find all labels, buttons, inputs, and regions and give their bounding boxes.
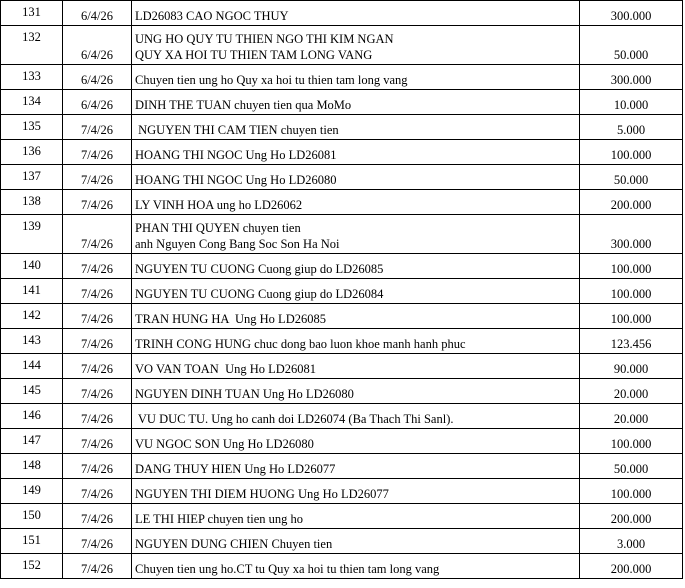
row-description [132,65,580,90]
row-date: 7/4/26 [63,140,132,165]
row-date: 7/4/26 [63,554,132,579]
row-description [132,354,580,379]
row-number: 145 [1,379,63,404]
table-row [1,279,683,304]
description-line: NGUYEN DUNG CHIEN Chuyen tien [135,537,333,551]
row-description [132,379,580,404]
table-row [1,140,683,165]
description-line: LY VINH HOA ung ho LD26062 [135,198,303,212]
row-date: 7/4/26 [63,329,132,354]
row-date: 6/4/26 [63,1,132,26]
description-line: LD26083 CAO NGOC THUY [135,9,289,23]
row-amount: 123.456 [580,329,683,354]
row-amount: 200.000 [580,190,683,215]
row-amount: 100.000 [580,279,683,304]
row-number: 137 [1,165,63,190]
description-line: NGUYEN TU CUONG Cuong giup do LD26085 [135,262,384,276]
row-amount: 200.000 [580,554,683,579]
row-description [132,404,580,429]
table-row [1,1,683,26]
row-description [132,329,580,354]
table-row [1,454,683,479]
description-line: VO VAN TOAN Ung Ho LD26081 [135,362,317,376]
row-amount: 50.000 [580,454,683,479]
row-description [132,215,580,254]
row-description [132,304,580,329]
table-row [1,554,683,579]
row-description [132,504,580,529]
row-date: 7/4/26 [63,115,132,140]
row-amount: 90.000 [580,354,683,379]
row-number: 133 [1,65,63,90]
row-number: 148 [1,454,63,479]
row-number: 140 [1,254,63,279]
row-number: 138 [1,190,63,215]
table-row [1,26,683,65]
row-number: 147 [1,429,63,454]
table-row [1,504,683,529]
description-line: DINH THE TUAN chuyen tien qua MoMo [135,98,352,112]
row-amount: 100.000 [580,479,683,504]
row-date: 7/4/26 [63,479,132,504]
row-amount: 5.000 [580,115,683,140]
row-amount: 100.000 [580,429,683,454]
row-description [132,279,580,304]
row-number: 143 [1,329,63,354]
row-amount: 20.000 [580,379,683,404]
table-row [1,190,683,215]
row-amount: 3.000 [580,529,683,554]
table-row [1,165,683,190]
row-amount: 200.000 [580,504,683,529]
row-description [132,1,580,26]
row-number: 136 [1,140,63,165]
row-amount: 20.000 [580,404,683,429]
table-row [1,215,683,254]
row-number: 132 [1,26,63,65]
row-amount: 100.000 [580,304,683,329]
description-line: Chuyen tien ung ho Quy xa hoi tu thien tam long vang [135,73,408,87]
row-amount: 300.000 [580,65,683,90]
row-number: 135 [1,115,63,140]
row-date: 7/4/26 [63,190,132,215]
description-line: NGUYEN THI DIEM HUONG Ung Ho LD26077 [135,487,389,501]
table-row [1,479,683,504]
description-line: NGUYEN THI CAM TIEN chuyen tien [135,123,339,137]
description-line: anh Nguyen Cong Bang Soc Son Ha Noi [135,237,340,251]
row-number: 152 [1,554,63,579]
row-date: 7/4/26 [63,354,132,379]
row-date: 7/4/26 [63,379,132,404]
table-row [1,90,683,115]
row-description [132,115,580,140]
description-line: VU DUC TU. Ung ho canh doi LD26074 (Ba Thach Thi Sanl). [135,412,454,426]
row-number: 146 [1,404,63,429]
description-line: NGUYEN TU CUONG Cuong giup do LD26084 [135,287,384,301]
description-line: HOANG THI NGOC Ung Ho LD26080 [135,173,337,187]
row-description [132,165,580,190]
row-number: 139 [1,215,63,254]
table-row [1,65,683,90]
row-number: 131 [1,1,63,26]
table-row [1,404,683,429]
row-date: 7/4/26 [63,304,132,329]
row-number: 142 [1,304,63,329]
row-amount: 50.000 [580,26,683,65]
row-number: 141 [1,279,63,304]
table-row [1,529,683,554]
row-date: 7/4/26 [63,529,132,554]
table-row [1,379,683,404]
table-row [1,329,683,354]
table-row [1,354,683,379]
row-description [132,454,580,479]
row-date: 7/4/26 [63,215,132,254]
row-description [132,190,580,215]
row-amount: 50.000 [580,165,683,190]
row-date: 6/4/26 [63,65,132,90]
donation-table-body [1,1,683,579]
table-row [1,254,683,279]
description-line: DANG THUY HIEN Ung Ho LD26077 [135,462,336,476]
description-line: NGUYEN DINH TUAN Ung Ho LD26080 [135,387,354,401]
row-date: 7/4/26 [63,279,132,304]
row-description [132,140,580,165]
description-line: VU NGOC SON Ung Ho LD26080 [135,437,314,451]
description-line: PHAN THI QUYEN chuyen tien [135,221,301,235]
row-description [132,429,580,454]
row-number: 144 [1,354,63,379]
row-number: 150 [1,504,63,529]
row-date: 7/4/26 [63,254,132,279]
row-amount: 300.000 [580,215,683,254]
description-line: TRINH CONG HUNG chuc dong bao luon khoe manh hanh phuc [135,337,466,351]
row-date: 7/4/26 [63,165,132,190]
row-date: 6/4/26 [63,90,132,115]
description-line: UNG HO QUY TU THIEN NGO THI KIM NGAN [135,32,394,46]
description-line: LE THI HIEP chuyen tien ung ho [135,512,304,526]
description-line: HOANG THI NGOC Ung Ho LD26081 [135,148,337,162]
row-description [132,554,580,579]
table-row [1,304,683,329]
row-description [132,90,580,115]
row-amount: 300.000 [580,1,683,26]
row-number: 151 [1,529,63,554]
description-line: QUY XA HOI TU THIEN TAM LONG VANG [135,48,373,62]
row-description [132,26,580,65]
table-row [1,115,683,140]
row-date: 7/4/26 [63,429,132,454]
description-line: Chuyen tien ung ho.CT tu Quy xa hoi tu thien tam long vang [135,562,440,576]
row-date: 7/4/26 [63,504,132,529]
table-row [1,429,683,454]
row-amount: 100.000 [580,140,683,165]
row-date: 7/4/26 [63,404,132,429]
row-number: 134 [1,90,63,115]
row-amount: 10.000 [580,90,683,115]
row-amount: 100.000 [580,254,683,279]
description-line: TRAN HUNG HA Ung Ho LD26085 [135,312,326,326]
row-description [132,254,580,279]
row-number: 149 [1,479,63,504]
row-description [132,529,580,554]
row-date: 6/4/26 [63,26,132,65]
row-description [132,479,580,504]
row-date: 7/4/26 [63,454,132,479]
